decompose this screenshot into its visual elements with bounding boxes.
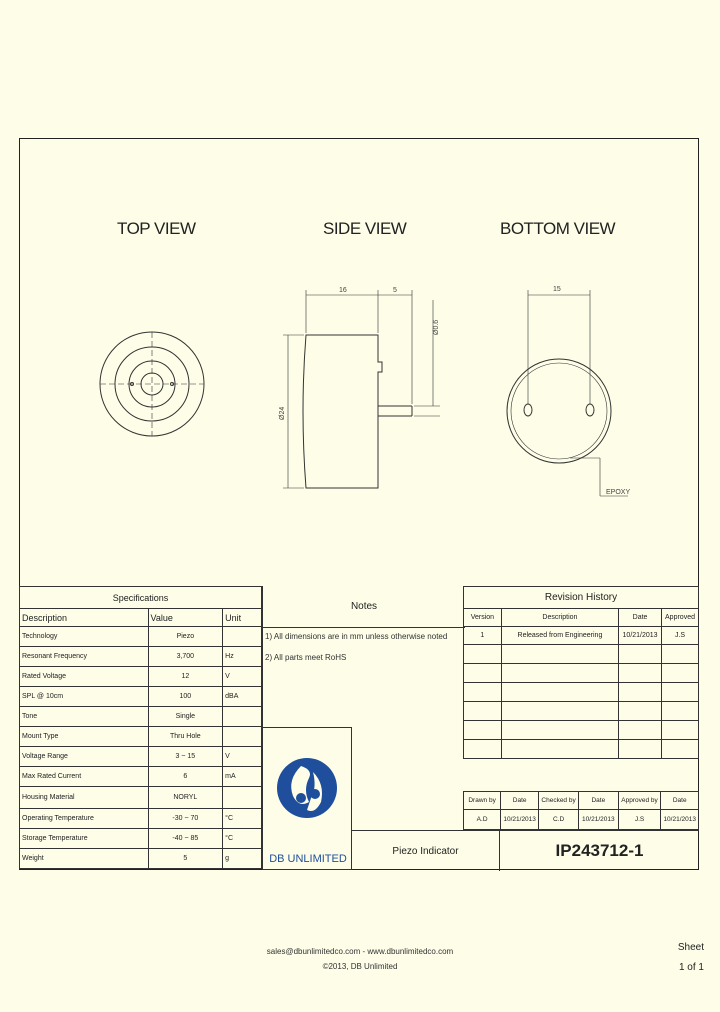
rev-col-version: Version — [464, 609, 502, 627]
spec-cell-value: 12 — [148, 667, 223, 687]
db-logo-icon — [263, 728, 353, 848]
rev-col-approved: Approved — [662, 609, 699, 627]
rev-empty-cell — [501, 721, 618, 740]
specifications-table — [19, 586, 262, 869]
specs-col-desc: Description — [20, 609, 149, 627]
sheet-label: Sheet — [677, 942, 704, 953]
spec-cell-value: 3,700 — [148, 647, 223, 667]
spec-cell-unit — [223, 787, 262, 809]
part-description: Piezo Indicator — [352, 831, 500, 871]
spec-cell-desc: Weight — [20, 849, 149, 869]
spec-cell-value: 5 — [148, 849, 223, 869]
spec-cell-desc: Mount Type — [20, 727, 149, 747]
spec-row — [20, 627, 262, 647]
spec-row — [20, 707, 262, 727]
spec-cell-unit: mA — [223, 767, 262, 787]
rev-empty-row — [464, 683, 699, 702]
rev-empty-cell — [464, 664, 502, 683]
approval-header: Approved by — [618, 792, 661, 810]
rev-cell: Released from Engineering — [501, 627, 618, 645]
spec-row — [20, 667, 262, 687]
rev-empty-cell — [501, 702, 618, 721]
rev-empty-cell — [619, 721, 662, 740]
spec-cell-value: -30 ~ 70 — [148, 809, 223, 829]
rev-empty-cell — [501, 740, 618, 759]
spec-cell-desc: Max Rated Current — [20, 767, 149, 787]
spec-cell-unit: V — [223, 747, 262, 767]
spec-row — [20, 849, 262, 869]
spec-cell-unit: g — [223, 849, 262, 869]
spec-cell-desc: Resonant Frequency — [20, 647, 149, 667]
spec-cell-desc: Housing Material — [20, 787, 149, 809]
approval-value: 10/21/2013 — [661, 810, 699, 830]
revision-history-table — [463, 586, 699, 759]
approval-header: Drawn by — [464, 792, 501, 810]
spec-cell-unit: dBA — [223, 687, 262, 707]
approval-header: Checked by — [539, 792, 579, 810]
rev-empty-cell — [662, 683, 699, 702]
approval-header: Date — [501, 792, 539, 810]
epoxy-label: EPOXY — [606, 489, 631, 496]
rev-empty-cell — [464, 721, 502, 740]
top-view-drawing — [100, 332, 204, 436]
spec-cell-value: Single — [148, 707, 223, 727]
rev-empty-cell — [662, 645, 699, 664]
title-block — [352, 830, 699, 870]
spec-row — [20, 687, 262, 707]
spec-cell-value: NORYL — [148, 787, 223, 809]
side-width-dim: 16 — [339, 287, 347, 294]
rev-empty-row — [464, 702, 699, 721]
spec-row — [20, 727, 262, 747]
spec-cell-desc: Operating Temperature — [20, 809, 149, 829]
approval-value: C.D — [539, 810, 579, 830]
notes-title: Notes — [263, 586, 465, 628]
rev-empty-row — [464, 721, 699, 740]
spec-cell-value: Thru Hole — [148, 727, 223, 747]
spec-cell-value: 3 ~ 15 — [148, 747, 223, 767]
spec-cell-unit: Hz — [223, 647, 262, 667]
top-view-title: TOP VIEW — [117, 219, 196, 238]
spec-cell-unit — [223, 627, 262, 647]
spec-row — [20, 787, 262, 809]
rev-empty-row — [464, 645, 699, 664]
side-view-title: SIDE VIEW — [323, 219, 407, 238]
spec-cell-desc: SPL @ 10cm — [20, 687, 149, 707]
rev-empty-cell — [501, 683, 618, 702]
rev-empty-cell — [501, 664, 618, 683]
rev-empty-cell — [464, 645, 502, 664]
rev-cell: 1 — [464, 627, 502, 645]
bottom-view-title: BOTTOM VIEW — [500, 219, 616, 238]
rev-empty-cell — [464, 683, 502, 702]
spec-cell-value: 6 — [148, 767, 223, 787]
spec-cell-desc: Technology — [20, 627, 149, 647]
footer-contact: sales@dbunlimitedco.com - www.dbunlimitedco.com — [266, 947, 454, 956]
rev-empty-row — [464, 664, 699, 683]
approval-value: 10/21/2013 — [579, 810, 619, 830]
approvals-table — [463, 791, 699, 830]
rev-empty-cell — [662, 664, 699, 683]
rev-empty-cell — [619, 683, 662, 702]
spec-cell-desc: Tone — [20, 707, 149, 727]
note-item: 2) All parts meet RoHS — [265, 653, 347, 662]
company-logo — [262, 727, 352, 870]
spec-cell-desc: Voltage Range — [20, 747, 149, 767]
spec-cell-unit — [223, 707, 262, 727]
rev-empty-cell — [619, 664, 662, 683]
spec-cell-unit — [223, 727, 262, 747]
spec-cell-value: 100 — [148, 687, 223, 707]
rev-empty-cell — [662, 721, 699, 740]
logo-text: DB UNLIMITED — [269, 853, 347, 865]
rev-empty-cell — [501, 645, 618, 664]
approval-header: Date — [661, 792, 699, 810]
rev-empty-cell — [464, 702, 502, 721]
note-item: 1) All dimensions are in mm unless otherwise noted — [265, 632, 448, 641]
spec-cell-value: -40 ~ 85 — [148, 829, 223, 849]
rev-col-description: Description — [501, 609, 618, 627]
bottom-view-drawing — [507, 290, 631, 496]
specs-col-value: Value — [148, 609, 223, 627]
rev-empty-cell — [619, 740, 662, 759]
bottom-pitch-dim: 15 — [553, 286, 561, 293]
spec-cell-value: Piezo — [148, 627, 223, 647]
rev-empty-row — [464, 740, 699, 759]
rev-empty-cell — [464, 740, 502, 759]
side-height-dim: Ø24 — [279, 406, 286, 420]
approval-value: 10/21/2013 — [501, 810, 539, 830]
side-view-drawing — [283, 290, 440, 488]
spec-cell-desc: Storage Temperature — [20, 829, 149, 849]
rev-cell: J.S — [662, 627, 699, 645]
footer — [260, 944, 460, 974]
rev-cell: 10/21/2013 — [619, 627, 662, 645]
approval-header: Date — [579, 792, 619, 810]
rev-empty-cell — [619, 645, 662, 664]
spec-cell-unit: °C — [223, 829, 262, 849]
spec-cell-unit: °C — [223, 809, 262, 829]
spec-row — [20, 767, 262, 787]
sheet-value: 1 of 1 — [678, 962, 704, 973]
approval-value: J.S — [618, 810, 661, 830]
footer-copyright: ©2013, DB Unlimited — [322, 962, 398, 971]
spec-cell-desc: Rated Voltage — [20, 667, 149, 687]
specs-col-unit: Unit — [223, 609, 262, 627]
spec-cell-unit: V — [223, 667, 262, 687]
spec-row — [20, 747, 262, 767]
revision-title: Revision History — [464, 587, 699, 609]
side-pin-dim: 5 — [393, 287, 397, 294]
rev-empty-cell — [662, 702, 699, 721]
part-number: IP243712-1 — [555, 841, 644, 860]
rev-col-date: Date — [619, 609, 662, 627]
side-pin-dia-dim: Ø0.6 — [433, 319, 440, 335]
rev-empty-cell — [662, 740, 699, 759]
specs-title: Specifications — [20, 587, 262, 609]
approval-value: A.D — [464, 810, 501, 830]
spec-row — [20, 647, 262, 667]
spec-row — [20, 829, 262, 849]
rev-empty-cell — [619, 702, 662, 721]
sheet-number — [678, 938, 704, 978]
spec-row — [20, 809, 262, 829]
